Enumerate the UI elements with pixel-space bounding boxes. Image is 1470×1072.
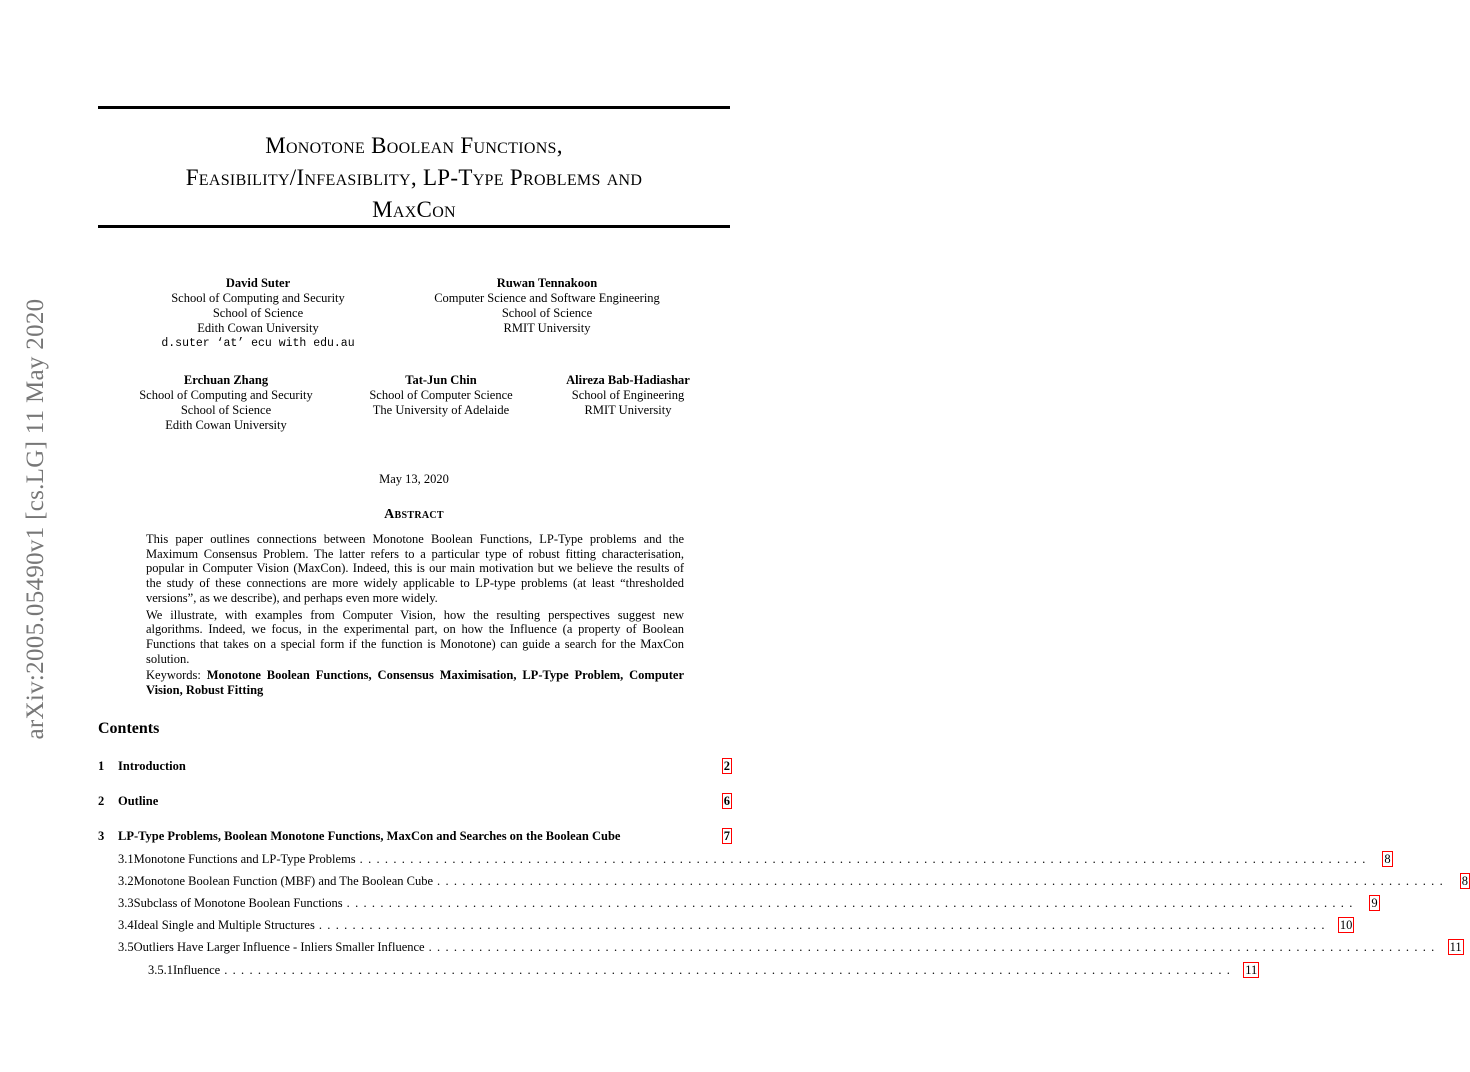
toc-entry-number: 2	[98, 794, 105, 808]
arxiv-identifier-stamp: arXiv:2005.05490v1 [cs.LG] 11 May 2020	[22, 298, 49, 740]
author-affiliation: RMIT University	[503, 321, 591, 335]
keywords-list: Monotone Boolean Functions, Consensus Maximisation, LP-Type Problem, Computer Vision, Robust Fitting	[146, 668, 684, 698]
toc-page-link[interactable]: 10	[1339, 918, 1353, 932]
author-name: David Suter	[225, 276, 291, 290]
toc-dot-leader: ........................................................................................................................	[437, 874, 1449, 888]
toc-entry-number: 3.3	[118, 896, 134, 910]
toc-dot-leader: ........................................................................................................................	[359, 852, 1371, 866]
toc-entry-title[interactable]: LP-Type Problems, Boolean Monotone Functions, MaxCon and Searches on the Boolean Cube	[118, 829, 621, 843]
toc-entry-title[interactable]: Monotone Functions and LP-Type Problems	[133, 852, 356, 866]
toc-entry-title[interactable]: Outline	[118, 794, 159, 808]
abstract-body	[146, 532, 684, 700]
toc-entry-number: 3.2	[118, 874, 134, 888]
toc-entry-number: 3.1	[118, 852, 134, 866]
toc-page-number	[1379, 852, 1393, 867]
toc-entry-title[interactable]: Monotone Boolean Function (MBF) and The Boolean Cube	[133, 874, 434, 888]
toc-page-link[interactable]: 6	[723, 794, 730, 808]
toc-entry[interactable]	[98, 940, 1462, 956]
author-block-tennakoon	[418, 276, 676, 336]
title-line-2: Feasibility/Infeasiblity, LP-Type Problems and	[185, 165, 643, 190]
author-block-chin	[356, 373, 526, 418]
toc-entry-number: 3.4	[118, 918, 134, 932]
abstract-heading: Abstract	[384, 507, 444, 522]
toc-page-link[interactable]: 2	[723, 759, 730, 773]
toc-dot-leader: ........................................................................................................................	[428, 940, 1440, 954]
author-block-bab-hadiashar	[553, 373, 703, 418]
toc-page-number	[718, 759, 732, 774]
author-block-zhang	[126, 373, 326, 433]
toc-page-number	[718, 829, 732, 844]
author-email: d.suter ‘at’ ecu with edu.au	[161, 337, 355, 350]
toc-entry[interactable]	[98, 829, 732, 845]
toc-entry-number: 3	[98, 829, 105, 843]
toc-page-number	[1366, 896, 1380, 911]
author-affiliation: Edith Cowan University	[197, 321, 319, 335]
toc-entry[interactable]	[98, 852, 1391, 868]
author-affiliation: School of Engineering	[571, 388, 685, 402]
author-affiliation: School of Science	[180, 403, 272, 417]
toc-page-number	[1338, 918, 1352, 933]
toc-dot-leader: ........................................................................................................................	[318, 918, 1330, 932]
author-affiliation: Edith Cowan University	[165, 418, 287, 432]
toc-entry[interactable]	[98, 896, 1378, 912]
toc-entry-title[interactable]: Outliers Have Larger Influence - Inliers Smaller Influence	[133, 940, 425, 954]
toc-page-number	[718, 794, 732, 809]
title-top-rule	[98, 106, 730, 109]
toc-page-link[interactable]: 11	[1449, 940, 1462, 954]
abstract-keywords	[146, 668, 684, 697]
toc-entry[interactable]	[98, 874, 1469, 890]
toc-page-link[interactable]: 8	[1461, 874, 1469, 888]
author-name: Erchuan Zhang	[183, 373, 269, 387]
author-affiliation: School of Science	[212, 306, 304, 320]
author-affiliation: School of Science	[501, 306, 593, 320]
title-line-3: MaxCon	[372, 197, 456, 222]
title-line-1: Monotone Boolean Functions,	[265, 133, 563, 158]
toc-page-link[interactable]: 8	[1384, 852, 1391, 866]
toc-page-link[interactable]: 11	[1245, 963, 1258, 977]
author-affiliation: RMIT University	[584, 403, 672, 417]
toc-entry[interactable]	[98, 759, 732, 775]
toc-entry-title[interactable]: Ideal Single and Multiple Structures	[133, 918, 315, 932]
toc-page-number	[1448, 940, 1462, 955]
author-affiliation: Computer Science and Software Engineering	[434, 291, 660, 305]
toc-entry-title[interactable]: Subclass of Monotone Boolean Functions	[133, 896, 343, 910]
paper-date: May 13, 2020	[379, 472, 449, 486]
title-bottom-rule	[98, 225, 730, 228]
toc-dot-leader: ........................................................................................................................	[224, 963, 1236, 977]
author-name: Alireza Bab-Hadiashar	[566, 373, 690, 387]
author-affiliation: School of Computer Science	[369, 388, 513, 402]
toc-dot-leader: ........................................................................................................................	[346, 896, 1358, 910]
toc-page-link[interactable]: 7	[723, 829, 730, 843]
toc-entry[interactable]	[98, 918, 1353, 934]
toc-page-number	[1456, 874, 1470, 889]
paper-title	[98, 130, 730, 226]
keywords-label: Keywords:	[146, 668, 201, 683]
abstract-paragraph-1: This paper outlines connections between Monotone Boolean Functions, LP-Type problems and the Maximum Consensus Problem. The latter refers to a particular type of robust fitting characterisation, popular in Computer Vision (MaxCon). Indeed, this is our main motivation but we believe the results of the study of these connections are more widely applicable to LP-type problems (at least “thresholded versions”, as we describe), and perhaps even more widely.	[146, 532, 684, 605]
toc-entry-number: 3.5	[118, 940, 134, 954]
toc-entry[interactable]	[98, 794, 732, 810]
toc-page-number	[1243, 963, 1257, 978]
toc-entry[interactable]	[98, 963, 1258, 979]
toc-entry-title[interactable]: Influence	[173, 963, 221, 977]
toc-page-link[interactable]: 9	[1371, 896, 1378, 910]
toc-entry-number: 3.5.1	[148, 963, 173, 977]
toc-entry-number: 1	[98, 759, 105, 773]
author-block-suter	[158, 276, 358, 351]
author-affiliation: The University of Adelaide	[372, 403, 510, 417]
abstract-paragraph-2: We illustrate, with examples from Computer Vision, how the resulting perspectives suggest new algorithms. Indeed, we focus, in the experimental part, on how the Influence (a property of Boolean Functions that takes on a special form if the function is Monotone) can guide a search for the MaxCon solution.	[146, 607, 684, 666]
contents-heading: Contents	[98, 720, 160, 737]
author-name: Ruwan Tennakoon	[496, 276, 598, 290]
toc-entry-title[interactable]: Introduction	[118, 759, 186, 773]
author-affiliation: School of Computing and Security	[171, 291, 345, 305]
author-name: Tat-Jun Chin	[405, 373, 477, 387]
author-affiliation: School of Computing and Security	[139, 388, 313, 402]
